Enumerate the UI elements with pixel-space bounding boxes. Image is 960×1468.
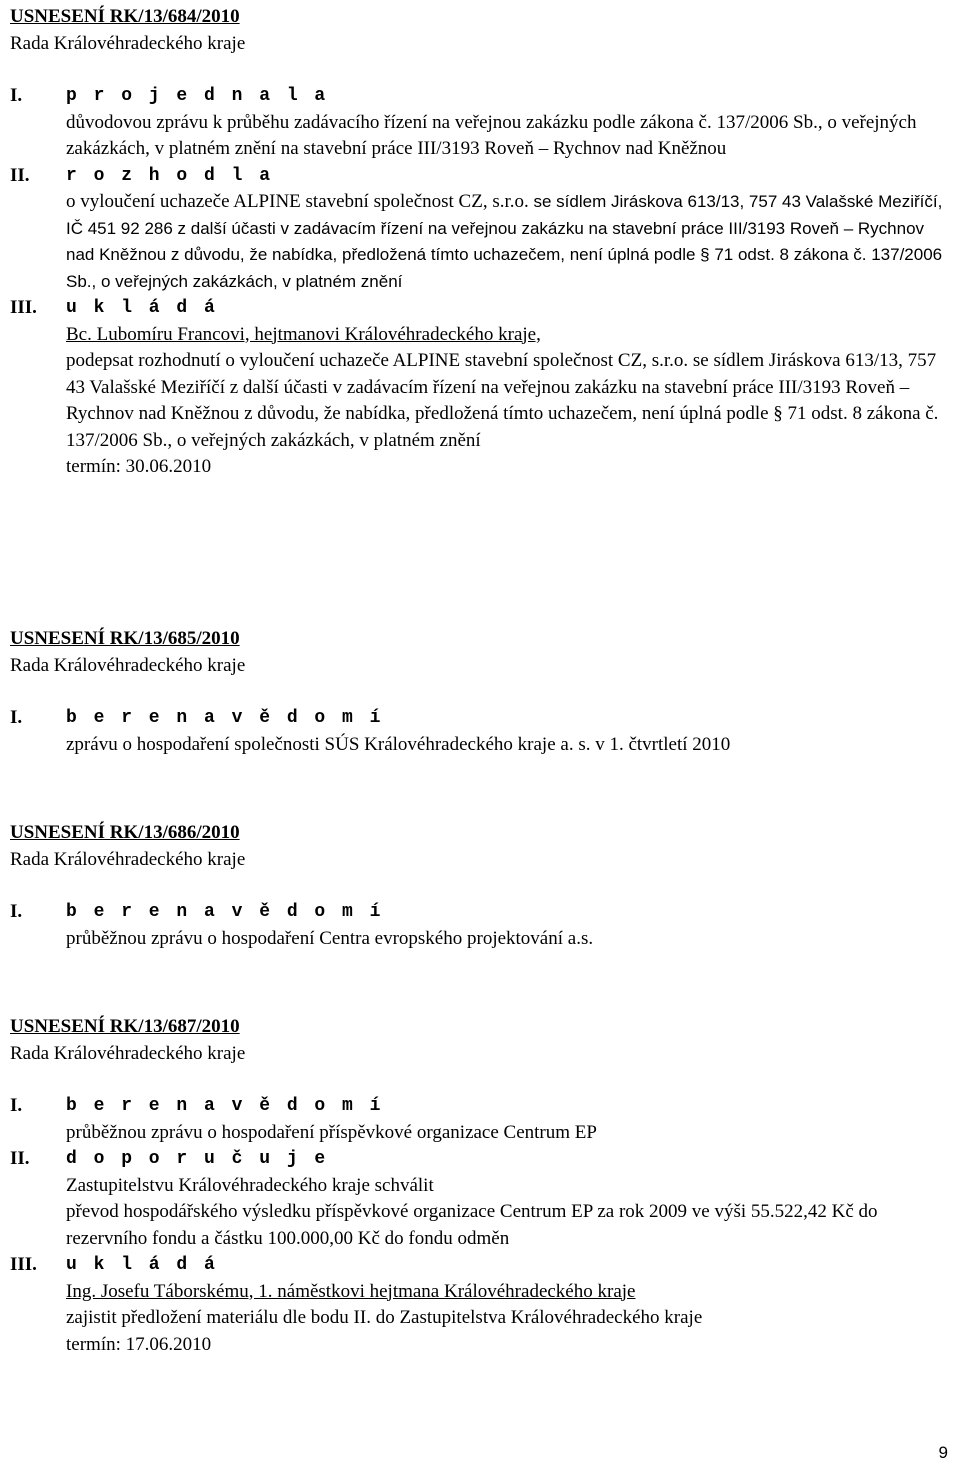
section-number: III. bbox=[10, 1254, 37, 1275]
section-text: zprávu o hospodaření společnosti SÚS Královéhradeckého kraje a. s. v 1. čtvrtletí 2010 bbox=[66, 733, 731, 755]
section-text: Zastupitelstvu Královéhradeckého kraje schválit bbox=[66, 1174, 434, 1196]
deadline: termín: 30.06.2010 bbox=[66, 456, 212, 477]
section-text-part: o vyloučení uchazeče ALPINE stavební společnost CZ, s.r.o. bbox=[66, 191, 529, 212]
section-1 bbox=[10, 83, 955, 163]
section-number: III. bbox=[10, 297, 37, 318]
assigned-person: Ing. Josefu Táborskému, 1. náměstkovi hejtmana Královéhradeckého kraje bbox=[66, 1280, 636, 1302]
section-text: převod hospodářského výsledku příspěvkové organizace Centrum EP za rok 2009 ve výši 55.522,42 Kč do rezervního fondu a částku 100.000,00 Kč do fondu odměn bbox=[66, 1201, 878, 1249]
section-text-part: se sídlem Jiráskova 613/13, 757 43 Valašské Meziříčí, IČ 451 92 286 z další účasti v zadávacím řízení na veřejnou zakázku na stavební práce III/3193 Roveň – Rychnov nad Kněžnou z důvodu, že nabídka, předložená tímto uchazečem, není úplná podle § 71 odst. 8 zákona č. 137/2006 Sb., o veřejných zakázkách, v platném znění bbox=[66, 192, 943, 291]
section-2 bbox=[10, 1146, 955, 1252]
section-number: I. bbox=[10, 901, 23, 922]
resolution-684 bbox=[10, 4, 955, 481]
resolution-title: USNESENÍ RK/13/684/2010 bbox=[10, 6, 240, 27]
section-1 bbox=[10, 705, 955, 758]
section-text: důvodovou zprávu k průběhu zadávacího řízení na veřejnou zakázku podle zákona č. 137/2006 Sb., o veřejných zakázkách, v platném znění na stavební práce III/3193 Roveň – Rychnov nad Kněžnou bbox=[66, 111, 917, 159]
section-3 bbox=[10, 1252, 955, 1358]
page-number: 9 bbox=[938, 1443, 948, 1462]
section-text bbox=[66, 189, 955, 295]
resolution-body: Rada Královéhradeckého kraje bbox=[10, 1042, 246, 1064]
section-text: průběžnou zprávu o hospodaření Centra evropského projektování a.s. bbox=[66, 927, 594, 949]
deadline: termín: 17.06.2010 bbox=[66, 1333, 212, 1355]
resolution-body: Rada Královéhradeckého kraje bbox=[10, 32, 246, 54]
section-2 bbox=[10, 163, 955, 296]
section-text: podepsat rozhodnutí o vyloučení uchazeče ALPINE stavební společnost CZ, s.r.o. se sídlem Jiráskova 613/13, 757 43 Valašské Meziříčí z další účasti v zadávacím řízení na veřejnou zakázku na stavební práce III/3193 Roveň – Rychnov nad Kněžnou z důvodu, že nabídka, předložená tímto uchazečem, není úplná podle § 71 odst. 8 zákona č. 137/2006 Sb., o veřejných zakázkách, v platném znění bbox=[66, 350, 939, 451]
resolution-body: Rada Královéhradeckého kraje bbox=[10, 654, 246, 676]
section-1 bbox=[10, 899, 955, 952]
section-number: I. bbox=[10, 85, 23, 106]
section-number: II. bbox=[10, 1148, 30, 1169]
section-verb: b e r e n a v ě d o m í bbox=[66, 902, 384, 922]
section-verb: b e r e n a v ě d o m í bbox=[66, 708, 384, 728]
section-verb: p r o j e d n a l a bbox=[66, 86, 329, 106]
section-verb: b e r e n a v ě d o m í bbox=[66, 1096, 384, 1116]
section-1 bbox=[10, 1093, 955, 1146]
section-verb: d o p o r u č u j e bbox=[66, 1149, 329, 1169]
section-text: zajistit předložení materiálu dle bodu II. do Zastupitelstva Královéhradeckého kraje bbox=[66, 1307, 703, 1328]
section-verb: r o z h o d l a bbox=[66, 165, 274, 186]
section-verb: u k l á d á bbox=[66, 1255, 218, 1275]
section-text: průběžnou zprávu o hospodaření příspěvkové organizace Centrum EP bbox=[66, 1121, 597, 1143]
section-number: II. bbox=[10, 164, 30, 186]
resolution-title: USNESENÍ RK/13/687/2010 bbox=[10, 1016, 240, 1037]
resolution-title: USNESENÍ RK/13/686/2010 bbox=[10, 822, 240, 843]
resolution-body: Rada Královéhradeckého kraje bbox=[10, 848, 246, 870]
resolution-687 bbox=[10, 1014, 955, 1358]
resolution-title: USNESENÍ RK/13/685/2010 bbox=[10, 628, 240, 649]
section-number: I. bbox=[10, 1095, 23, 1116]
section-number: I. bbox=[10, 707, 23, 728]
section-3 bbox=[10, 295, 955, 481]
section-verb: u k l á d á bbox=[66, 298, 218, 318]
resolution-686 bbox=[10, 820, 955, 952]
resolution-685 bbox=[10, 626, 955, 758]
assigned-person: Bc. Lubomíru Francovi, hejtmanovi Královéhradeckého kraje, bbox=[66, 323, 541, 345]
